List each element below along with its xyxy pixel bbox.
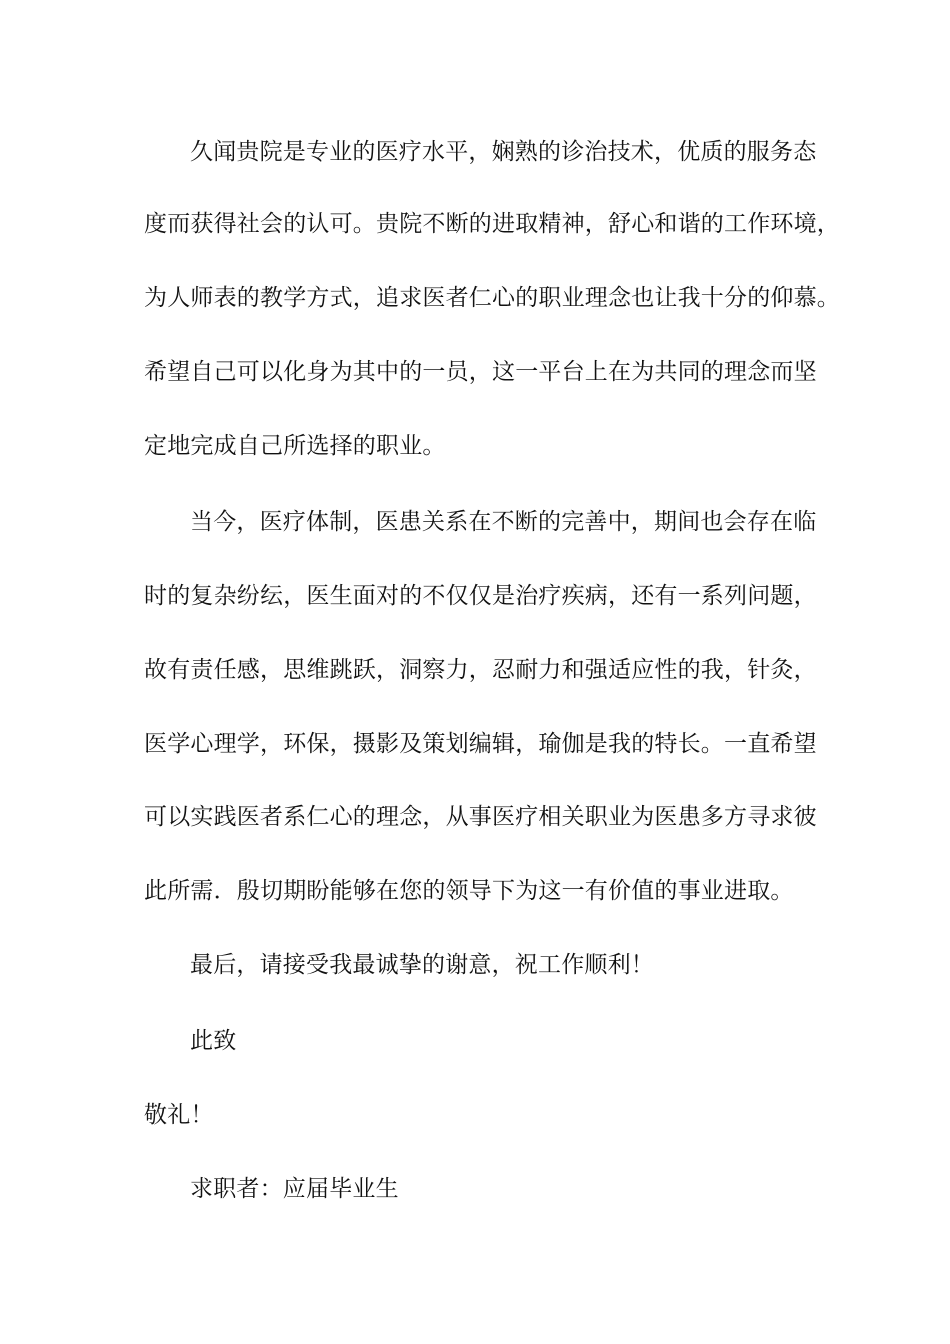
paragraph-2-line-5: 可以实践医者系仁心的理念，从事医疗相关职业为医患多方寻求彼	[144, 804, 817, 830]
paragraph-1-line-4: 希望自己可以化身为其中的一员，这一平台上在为共同的理念而坚	[144, 359, 817, 385]
paragraph-2-line-4: 医学心理学，环保，摄影及策划编辑，瑜伽是我的特长。一直希望	[144, 731, 817, 757]
paragraph-1-line-3: 为人师表的教学方式，追求医者仁心的职业理念也让我十分的仰慕。	[144, 285, 840, 311]
paragraph-2-line-1: 当今，医疗体制，医患关系在不断的完善中，期间也会存在临	[190, 509, 817, 535]
paragraph-1-line-1: 久闻贵院是专业的医疗水平，娴熟的诊治技术，优质的服务态	[190, 139, 817, 165]
closing-thanks: 最后，请接受我最诚挚的谢意，祝工作顺利！	[190, 952, 654, 978]
applicant-signature: 求职者：应届毕业生	[190, 1176, 399, 1202]
paragraph-2-line-6: 此所需．殷切期盼能够在您的领导下为这一有价值的事业进取。	[144, 878, 794, 904]
paragraph-1-line-5: 定地完成自己所选择的职业。	[144, 433, 446, 459]
closing-salutation-1: 此致	[190, 1028, 237, 1054]
paragraph-1-line-2: 度而获得社会的认可。贵院不断的进取精神，舒心和谐的工作环境，	[144, 211, 840, 237]
paragraph-2-line-2: 时的复杂纷纭，医生面对的不仅仅是治疗疾病，还有一系列问题，	[144, 583, 817, 609]
paragraph-2-line-3: 故有责任感，思维跳跃，洞察力，忍耐力和强适应性的我，针灸，	[144, 657, 817, 683]
closing-salutation-2: 敬礼！	[144, 1102, 214, 1128]
